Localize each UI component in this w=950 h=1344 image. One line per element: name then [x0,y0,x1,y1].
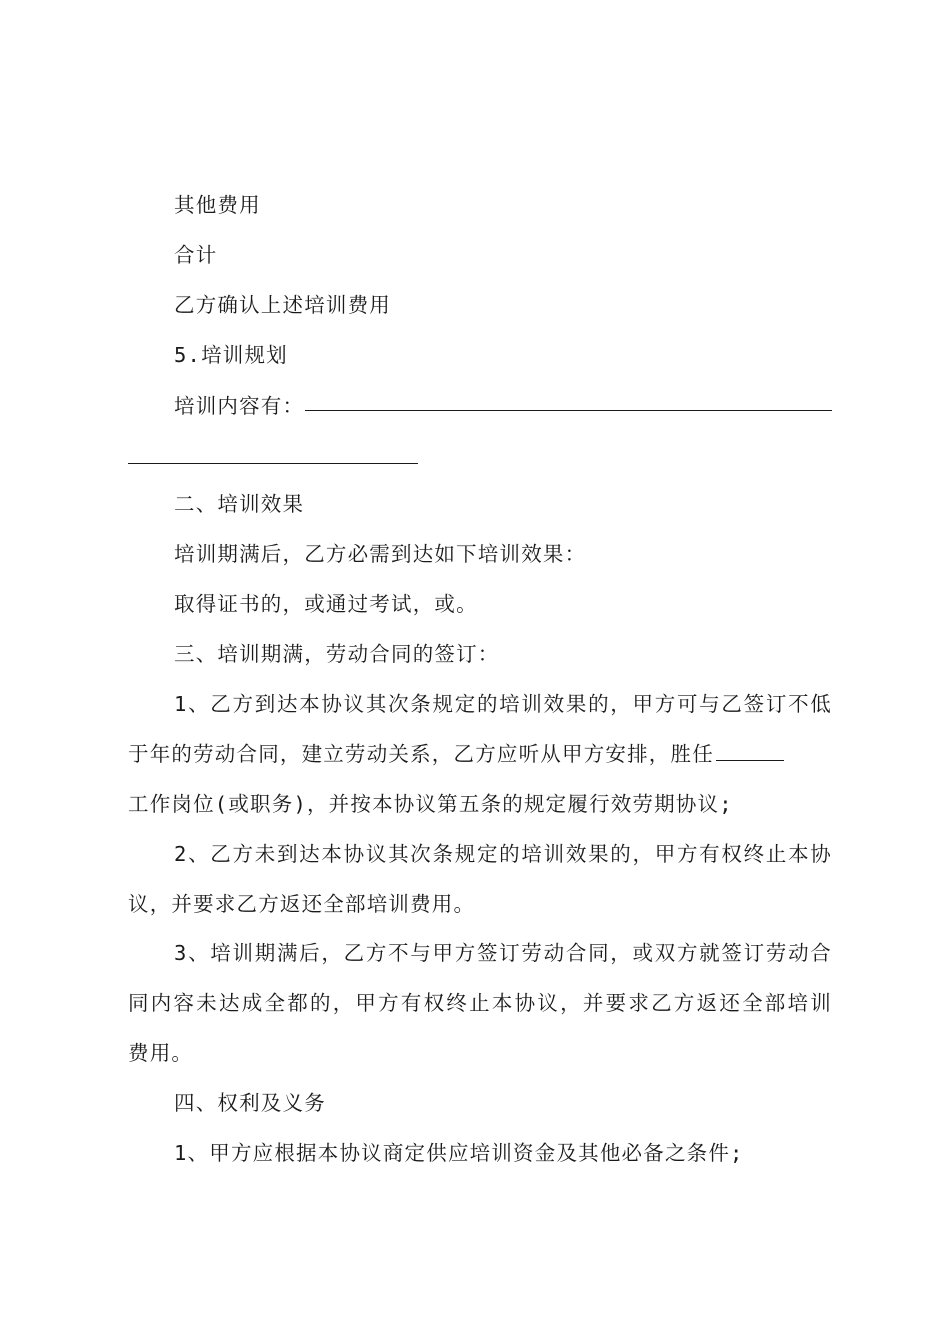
clause-3-1-line-1: 1、乙方到达本协议其次条规定的培训效果的，甲方可与乙签订不低 [174,692,832,716]
text-confirm-fees: 乙方确认上述培训费用 [174,293,391,317]
clause-3-3-line-1: 3、培训期满后，乙方不与甲方签订劳动合同，或双方就签订劳动合 [174,941,832,965]
text-certificate-or-exam: 取得证书的，或通过考试，或。 [174,592,478,616]
text-training-content-label: 培训内容有： [174,394,305,418]
text-training-plan-heading: 5.培训规划 [174,343,288,367]
clause-3-1-line-3: 工作岗位(或职务)，并按本协议第五条的规定履行效劳期协议; [128,792,733,816]
clause-3-2-line-1: 2、乙方未到达本协议其次条规定的培训效果的，甲方有权终止本协 [174,842,832,866]
clause-3-2-line-2: 议，并要求乙方返还全部培训费用。 [128,892,476,916]
clause-4-1-line-1: 1、甲方应根据本协议商定供应培训资金及其他必备之条件; [174,1141,744,1165]
clause-3-1-line-2 [128,740,832,768]
text-other-fees: 其他费用 [174,193,261,217]
clause-3-1-line-2-text: 于年的劳动合同，建立劳动关系，乙方应听从甲方安排，胜任 [128,742,714,766]
clause-3-3-line-2: 同内容未达成全都的，甲方有权终止本协议，并要求乙方返还全部培训 [128,991,832,1015]
training-content-blank-line [305,410,832,411]
clause-3-3-line-3: 费用。 [128,1041,194,1065]
position-blank-line [716,760,784,761]
section-three-heading: 三、培训期满，劳动合同的签订： [174,642,500,666]
text-training-effect-requirement: 培训期满后，乙方必需到达如下培训效果： [174,542,587,566]
training-content-blank-line-continued [128,463,418,464]
text-total: 合计 [174,243,218,267]
section-two-heading: 二、培训效果 [174,492,305,516]
section-four-heading: 四、权利及义务 [174,1091,326,1115]
